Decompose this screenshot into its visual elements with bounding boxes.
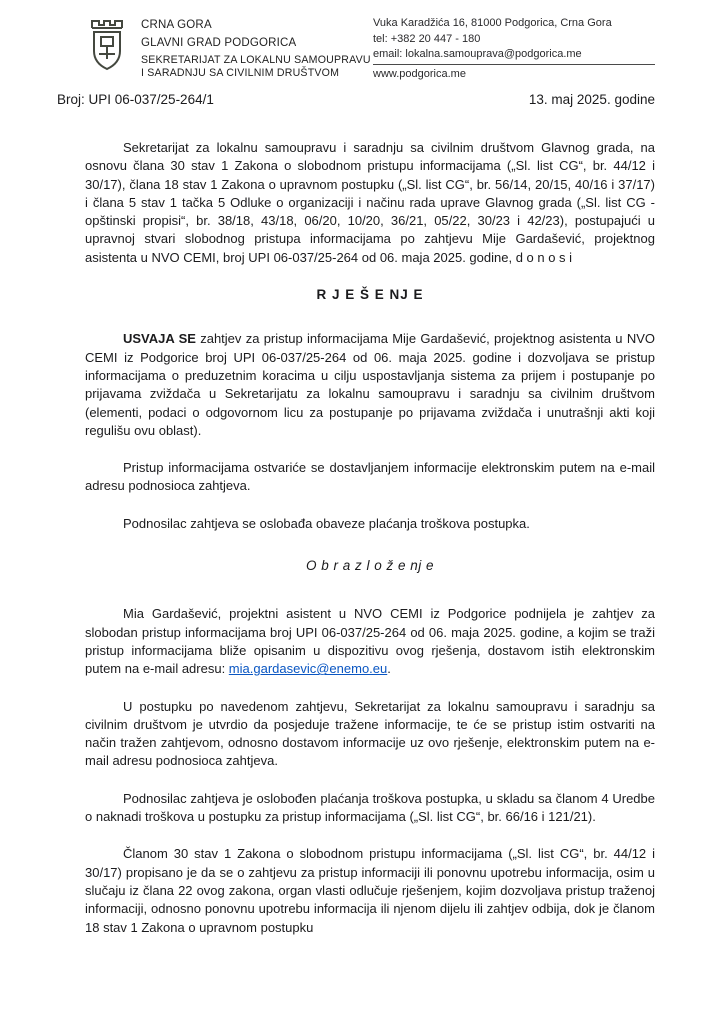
letterhead-divider [373, 64, 655, 65]
explanation-heading: O b r a z l o ž e nj e [305, 558, 435, 574]
exemption-paragraph: Podnosilac zahtjeva je oslobođen plaćanja troškova postupka, u skladu sa članom 4 Uredbe o naknadi troškova u postupku za pristup informacijama („Sl. list CG“, br. 66/16 i 121/21). [85, 790, 655, 825]
contact-address: Vuka Karadžića 16, 81000 Podgorica, Crna Gora [373, 17, 612, 29]
costs-paragraph: Podnosilac zahtjeva se oslobađa obaveze plaćanja troškova postupka. [123, 515, 530, 531]
contact-tel: tel: +382 20 447 - 180 [373, 32, 481, 45]
law-paragraph: Članom 30 stav 1 Zakona o slobodnom pristupu informacijama („Sl. list CG“, br. 44/12 i 30/17) propisano je da se o zahtjevu za pristup informaciji ili ponovnu upotrebu informacija, osim u slučaju iz člana 22 ovog zakona, organ vlasti odlučuje rješenjem, kojim dozvoljava pristup traženoj informaciji, odnosno ponovnu upotrebu informacija ili njenom dijelu ili zahtjev odbija, dok je članom 18 stav 1 Zakona o upravnom postupku [85, 846, 655, 935]
decision-text: zahtjev za pristup informacijama Mije Gardašević, projektnog asistenta u NVO CEMI iz Podgorice broj UPI 06-037/25-264 od 06. maja 2025. godine i dozvoljava se pristup informacijama o preduzetnim koracima u cilju uspostavljanja sistema za prijem i postupanje po prijavama zviždača u Sekretarijatu za lokalnu samoupravu i saradnju sa civilnim društvom (elementi, podaci o odgovornom licu za postupanje po prijavama zviždača i unutrašnji akti koji regulišu ovu oblast). [85, 331, 655, 438]
delivery-paragraph: Pristup informacijama ostvariće se dostavljanjem informacije elektronskim putem na e-mail adresu podnosioca zahtjeva. [85, 460, 655, 494]
org-block [141, 16, 371, 79]
decision-heading: R J E Š E NJ E [316, 287, 424, 303]
intro-paragraph: Sekretarijat za lokalnu samoupravu i saradnju sa civilnim društvom Glavnog grada, na osnovu člana 30 stav 1 Zakona o slobodnom pristupu informacijama („Sl. list CG“, br. 44/12 i 30/17), člana 18 stav 1 Zakona o upravnom postupku („Sl. list CG“, br. 56/14, 20/15, 40/16 i 37/17) i člana 5 stav 1 tačka 5 Odluke o organizaciji i načinu rada uprave Glavnog grada („Sl. list CG - opštinski propisi“, br. 38/18, 43/18, 06/20, 10/20, 36/21, 05/22, 30/23 i 42/23), postupajući u upravnoj stvari slobodnog pristupa informacijama po zahtjevu Mije Gardašević, projektnog asistenta u NVO CEMI, broj UPI 06-037/25-264 od 06. maja 2025. godine, d o n o s i [85, 140, 655, 265]
decision-paragraph [85, 330, 655, 440]
contact-email: email: lokalna.samouprava@podgorica.me [373, 48, 582, 60]
org-dept-line2: I SARADNJU SA CIVILNIM DRUŠTVOM [141, 66, 340, 79]
contact-block [373, 16, 655, 82]
decision-bold-lead: USVAJA SE [123, 331, 196, 347]
request-paragraph [85, 605, 655, 678]
document-number: Broj: UPI 06-037/25-264/1 [57, 92, 214, 107]
org-country: CRNA GORA [141, 19, 212, 31]
reference-row [57, 92, 655, 107]
procedure-paragraph: U postupku po navedenom zahtjevu, Sekretarijat za lokalnu samoupravu i saradnju sa civilnim društvom je utvrdio da posjeduje tražene informacije, te će se pristup istim ostvariti na način tražen zahtjevom, odnosno dostavom informacije uz ovo rješenje, elektronskim putem na e-mail adresu podnosioca zahtjeva. [85, 698, 655, 769]
document-date: 13. maj 2025. godine [528, 92, 655, 107]
requester-email-link[interactable]: mia.gardasevic@enemo.eu [228, 661, 388, 677]
document-body [85, 139, 655, 937]
org-city: GLAVNI GRAD PODGORICA [141, 37, 297, 49]
request-text-after: . [387, 661, 391, 677]
letterhead [85, 16, 655, 82]
org-dept-line1: SEKRETARIJAT ZA LOKALNU SAMOUPRAVU [141, 54, 371, 66]
podgorica-coat-of-arms-icon [85, 16, 129, 74]
request-text: Mia Gardašević, projektni asistent u NVO CEMI iz Podgorice podnijela je zahtjev za slobodan pristup informacijama broj UPI 06-037/25-264 od 06. maja 2025. godine, a kojim se traži pristup informacijama bliže opisanim u dispozitivu ovog rješenja, dostavom istih elektronskim putem na e-mail adresu: [85, 606, 655, 677]
contact-web: www.podgorica.me [373, 67, 466, 80]
